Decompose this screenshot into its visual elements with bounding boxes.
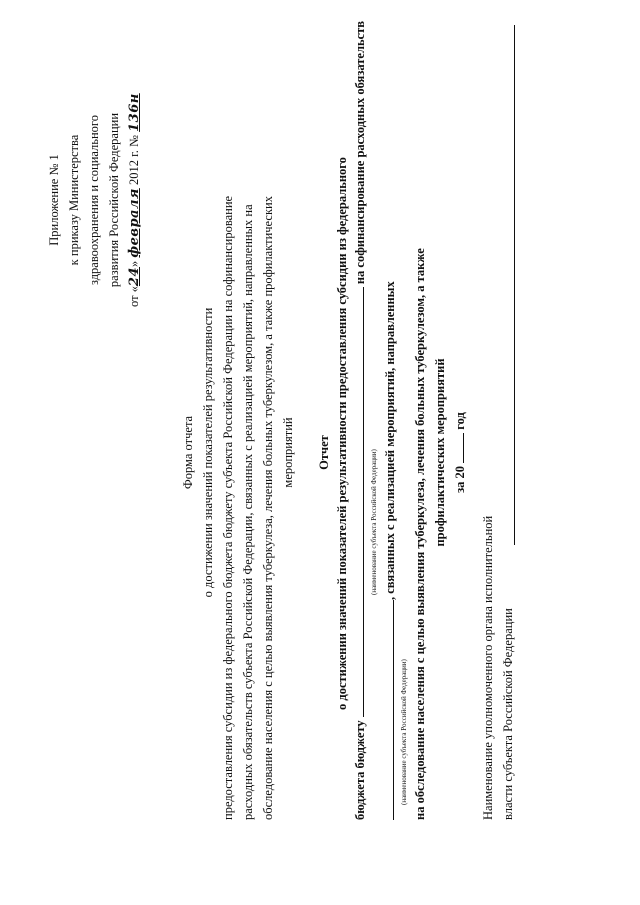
form-title-line6: мероприятий xyxy=(281,417,295,488)
report-line3 xyxy=(380,20,400,820)
cofinancing-text: на софинансирование расходных обязательств xyxy=(353,20,367,285)
appendix-ministry-line1: здравоохранения и социального xyxy=(87,115,101,286)
form-title-line5: обследование населения с целью выявления туберкулеза, лечения больных туберкулезом, а также профилактических xyxy=(261,196,275,820)
form-title-line4: расходных обязательств субъекта Российской Федерации, связанных с реализацией мероприятий, направленных на xyxy=(241,204,255,820)
date-prefix: от « xyxy=(127,286,141,307)
appendix-order-ref: к приказу Министерства xyxy=(67,134,81,266)
appendix-block xyxy=(44,90,124,310)
form-title-block xyxy=(178,0,218,905)
period-prefix: за 20 xyxy=(453,465,467,493)
appendix-ministry-line2: развития Российской Федерации xyxy=(107,112,121,288)
handwritten-order-number: 136н xyxy=(127,93,142,132)
authority-block xyxy=(478,340,518,820)
form-title-body xyxy=(218,60,278,820)
date-separator: » xyxy=(127,260,141,267)
report-title: Отчет xyxy=(317,435,331,470)
report-line4: на обследование населения с целью выявления туберкулеза, лечения больных туберкулезом, а также xyxy=(413,248,427,820)
appendix-date-line xyxy=(124,22,145,307)
report-period xyxy=(450,0,470,905)
budget-label: бюджета бюджету xyxy=(353,720,367,820)
form-title-line3: предоставления субсидии из федерального бюджета бюджету субъекта Российской Федерации на софинансирование xyxy=(221,195,235,820)
report-line3-text: , связанных с реализацией мероприятий, направленных xyxy=(383,281,397,600)
subject-name-blank xyxy=(363,287,364,717)
year-blank xyxy=(463,433,464,463)
form-title-line2: о достижении значений показателей результативности xyxy=(201,307,215,598)
handwritten-month: февраля xyxy=(127,188,142,258)
report-line1: о достижении значений показателей результативности предоставления субсидии из федерального xyxy=(335,157,349,710)
handwritten-day: 24 xyxy=(127,266,142,287)
authority-signature-line xyxy=(514,25,515,545)
subject-caption-1: (наименование субъекта Российской Федерации) xyxy=(370,449,378,595)
appendix-number: Приложение № 1 xyxy=(47,154,61,246)
report-line5: профилактических мероприятий xyxy=(433,358,447,547)
period-suffix: год xyxy=(453,412,467,430)
subject-caption-2: (наименование субъекта Российской Федерации) xyxy=(400,659,408,805)
authority-line1: Наименование уполномоченного органа исполнительной xyxy=(481,515,495,820)
subject-name-blank-2 xyxy=(393,600,394,820)
report-line2 xyxy=(350,20,370,820)
authority-line2: власти субъекта Российской Федерации xyxy=(501,608,515,820)
form-title: Форма отчета xyxy=(181,415,195,490)
date-year: 2012 г. № xyxy=(127,135,141,186)
